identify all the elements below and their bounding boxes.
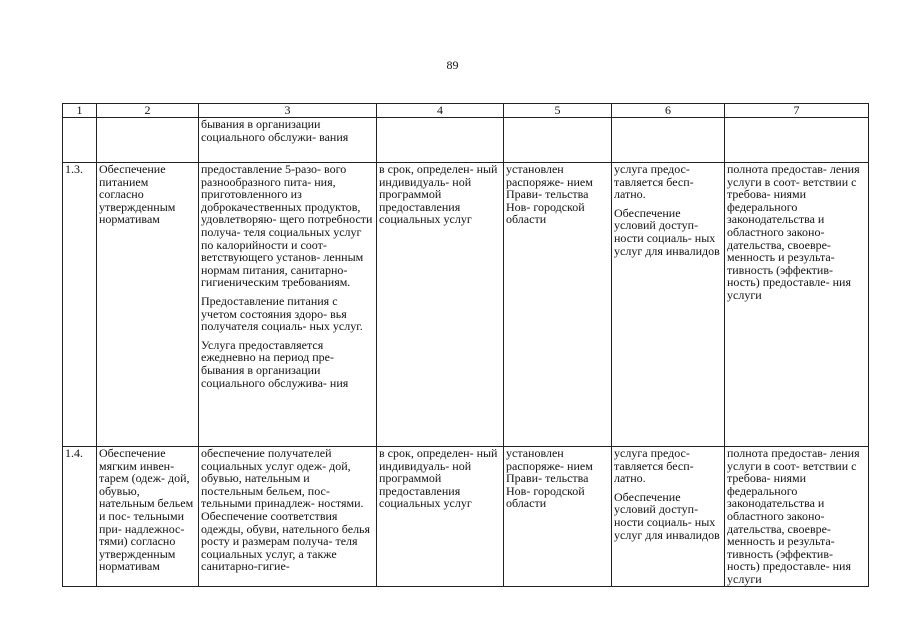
cell-service: Обеспечение питанием согласно утвержденным нормативам [97,163,199,447]
cell-timing: в срок, определен- ный индивидуаль- ной программой предоставления социальных услуг [377,163,504,447]
conditions-paragraph: услуга предос- тавляется бесп- латно. [614,446,694,486]
description-paragraph: обеспечение получателей социальных услуг одеж- дой, обувью, нательным и постельным бельем, пос- тельными принадлеж- ностями. Обеспечение соответствия одежды, обуви, нательного белья росту и размерам получа- теля социальных услуг, а также санитарно-гигие- [201,446,371,574]
description-paragraph: предоставление 5-разо- вого разнообразного пита- ния, приготовленного из доброкачественных продуктов, удовлетворяю- щего потребности получа- теля социальных услуг по калорийности и соот- ветствующего установ- ленным нормам питания, санитарно-гигиеническим требованиям. [201,162,373,290]
cell-quality [725,118,869,163]
cell-service [97,118,199,163]
conditions-paragraph: Обеспечение условий доступ- ности социаль- ных услуг для инвалидов [614,205,720,258]
cell-conditions [612,447,725,587]
cell-basis: установлен распоряже- нием Прави- тельства Нов- городской области [504,163,612,447]
table-row-continuation [63,118,869,163]
column-number-row [63,104,869,118]
cell-timing: в срок, определен- ный индивидуаль- ной программой предоставления социальных услуг [377,447,504,587]
column-number: 3 [199,104,377,118]
description-paragraph: Предоставление питания с учетом состояния здоро- вья получателя социаль- ных услуг. [201,293,363,334]
page-number: 89 [446,58,459,72]
cell-conditions [612,163,725,447]
table-row-1-4 [63,447,869,587]
description-paragraph: Услуга предоставляется ежедневно на период пре- бывания в организации социального обслужива- ния [201,337,349,390]
column-number: 6 [612,104,725,118]
cell-conditions [612,118,725,163]
cell-description [199,163,377,447]
cell-service: Обеспечение мягким инвен- тарем (одеж- дой, обувью, нательным бельем и пос- тельными при- надлежнос- тями) согласно утвержденным нормативам [97,447,199,587]
column-number: 7 [725,104,869,118]
cell-timing [377,118,504,163]
cell-quality: полнота предостав- ления услуги в соот- ветствии с требова- ниями федерального законодательства и областного законо- дательства, своевре- менность и результа- тивность (эффектив- ность) предоставле- ния услуги [725,163,869,447]
description-paragraph: бывания в организации социального обслужи- вания [201,117,349,144]
cell-quality: полнота предостав- ления услуги в соот- ветствии с требова- ниями федерального законодательства и областного законо- дательства, своевре- менность и результа- тивность (эффектив- ность) предоставле- ния услуги [725,447,869,587]
cell-number: 1.4. [63,447,97,587]
cell-basis: установлен распоряже- нием Прави- тельства Нов- городской области [504,447,612,587]
cell-basis [504,118,612,163]
services-table [62,103,869,587]
cell-number [63,118,97,163]
cell-description [199,447,377,587]
conditions-paragraph: Обеспечение условий доступ- ности социаль- ных услуг для инвалидов [614,489,720,542]
column-number: 1 [63,104,97,118]
conditions-paragraph: услуга предос- тавляется бесп- латно. [614,162,694,202]
table-row-1-3 [63,163,869,447]
cell-number: 1.3. [63,163,97,447]
cell-description [199,118,377,163]
column-number: 4 [377,104,504,118]
column-number: 5 [504,104,612,118]
column-number: 2 [97,104,199,118]
